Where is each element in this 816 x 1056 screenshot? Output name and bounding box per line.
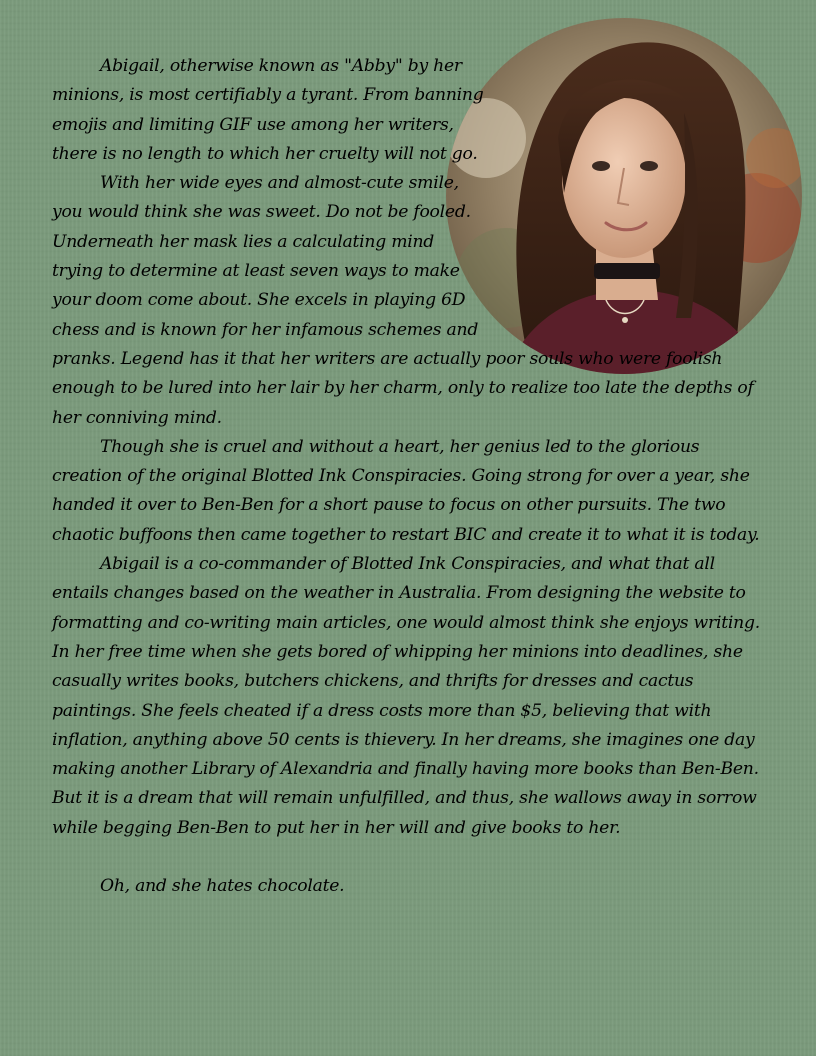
bio-name-role: Abigail [100,554,160,575]
bio-text [52,52,770,901]
intro-text: , otherwise known as "Abby" by her minions, is most certifiably a tyrant. From banning emojis and limiting GIF use among her writers, there is no length to which her cruelty will not go. [52,56,484,164]
paragraph-appearance: With her wide eyes and almost-cute smile, you would think she was sweet. Do not be fooled. Underneath her mask lies a calculating mind trying to determine at least seven ways to make your doom come about. She excels in playing 6D chess and is known for her infamous schemes and pranks. Legend has it that her writers are actually poor souls who were foolish enough to be lured into her lair by her charm, only to realize too late the depths of her conniving mind. [52,173,754,428]
paragraph-closing: Oh, and she hates chocolate. [100,876,345,897]
paragraph-spacer [52,843,770,872]
bio-name: Abigail [100,56,160,76]
history-text-after: . Going strong for over a year, she handed it over to Ben-Ben for a short pause to focus on other pursuits. The two chaotic buffoons then came together to restart BIC and create it to what it is today. [52,466,760,545]
publication-title: Blotted Ink Conspiracies [251,466,462,487]
role-text: is a co-commander of Blotted Ink Conspiracies, and what that all entails changes based on the weather in Australia. From designing the website to formatting and co-writing main articles, one would almost think she enjoys writing. In her free time when she gets bored of whipping her minions into deadlines, she casually writes books, butchers chickens, and thrifts for dresses and cactus paintings. She feels cheated if a dress costs more than $5, believing that with inflation, anything above 50 cents is thievery. In her dreams, she imagines one day making another Library of Alexandria and finally having more books than Ben-Ben. But it is a dream that will remain unfulfilled, and thus, she wallows away in sorrow while begging Ben-Ben to put her in her will and give books to her. [52,554,760,838]
paragraph-history [52,433,770,550]
history-text-before: Though she is cruel and without a heart, her genius led to the glorious creation of the original [52,436,700,487]
photo-wrap-spacer [440,18,770,343]
paragraph-role [52,550,770,843]
